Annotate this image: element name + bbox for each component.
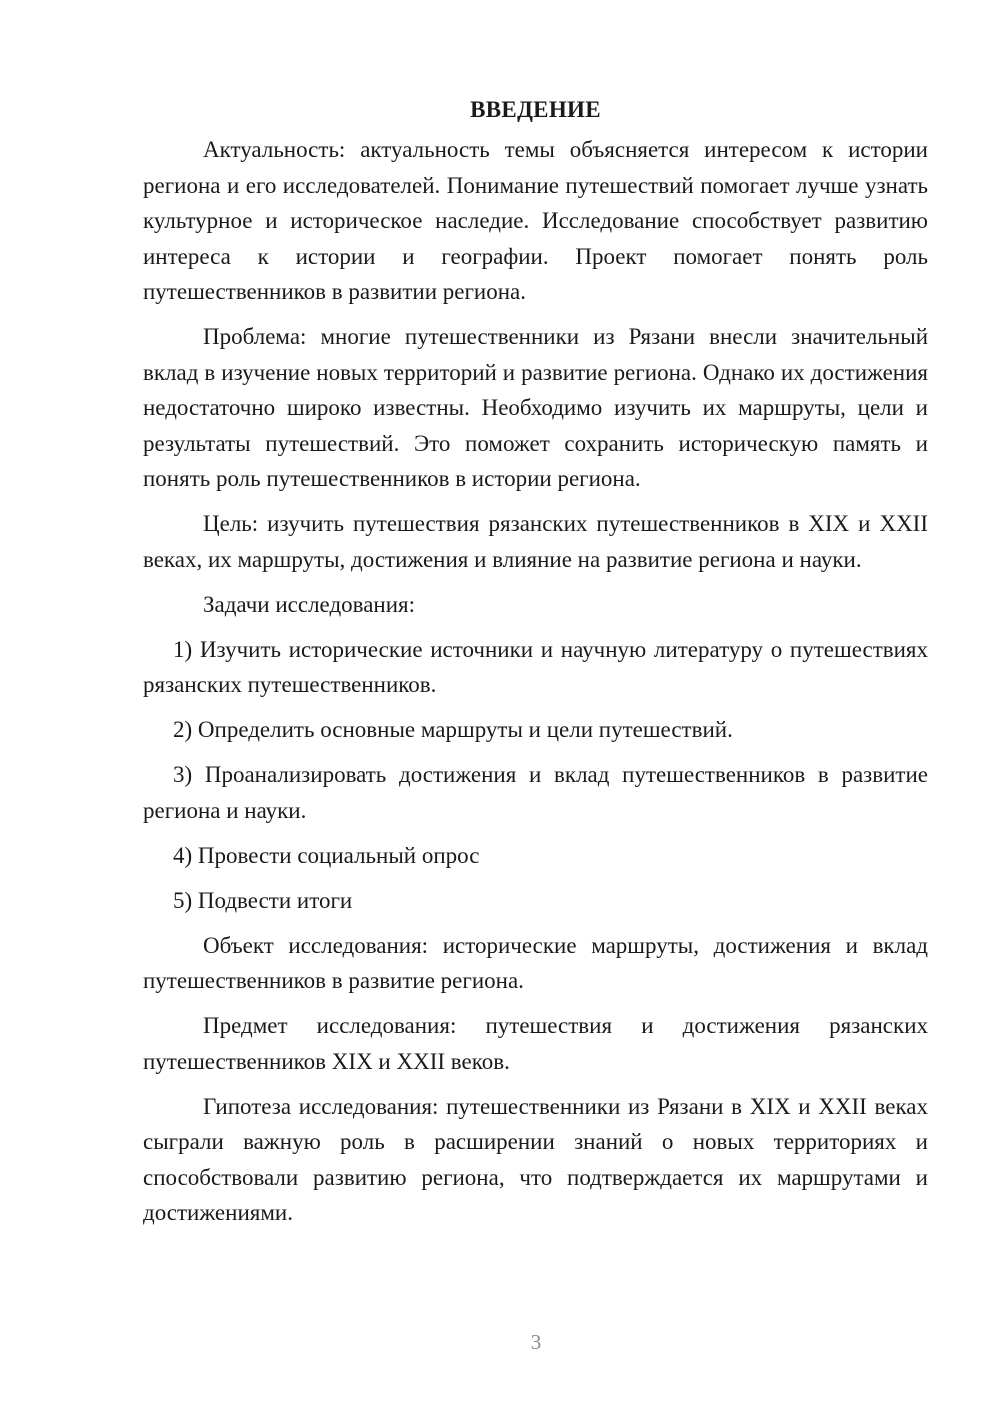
- paragraph-relevance: Актуальность: актуальность темы объясняется интересом к истории региона и его исследователей. Понимание путешествий помогает лучше узнать культурное и историческое наследие. Исследование способствует развитию интереса к истории и географии. Проект помогает понять роль путешественников в развитии региона.: [143, 137, 928, 304]
- task-item-3: 3) Проанализировать достижения и вклад путешественников в развитие региона и науки.: [143, 762, 928, 823]
- document-title: ВВЕДЕНИЕ: [470, 97, 601, 122]
- paragraph-problem: Проблема: многие путешественники из Рязани внесли значительный вклад в изучение новых территорий и развитие региона. Однако их достижения недостаточно широко известны. Необходимо изучить их маршруты, цели и результаты путешествий. Это поможет сохранить историческую память и понять роль путешественников в истории региона.: [143, 324, 928, 491]
- paragraph-subject: Предмет исследования: путешествия и достижения рязанских путешественников XIX и XXII веков.: [143, 1013, 928, 1074]
- task-item-4: 4) Провести социальный опрос: [173, 842, 480, 868]
- document-page: [143, 92, 928, 1240]
- task-item-1: 1) Изучить исторические источники и научную литературу о путешествиях рязанских путешественников.: [143, 636, 928, 697]
- paragraph-goal: Цель: изучить путешествия рязанских путешественников в XIX и XXII веках, их маршруты, достижения и влияние на развитие региона и науки.: [143, 511, 928, 572]
- paragraph-object: Объект исследования: исторические маршруты, достижения и вклад путешественников в развитие региона.: [143, 932, 928, 993]
- page-number: 3: [530, 1330, 542, 1354]
- task-item-5: 5) Подвести итоги: [173, 887, 353, 913]
- paragraph-tasks-heading: Задачи исследования:: [203, 591, 416, 617]
- paragraph-hypothesis: Гипотеза исследования: путешественники из Рязани в XIX и XXII веках сыграли важную роль в расширении знаний о новых территориях и способствовали развитию региона, что подтверждается их маршрутами и достижениями.: [143, 1093, 928, 1225]
- task-item-2: 2) Определить основные маршруты и цели путешествий.: [173, 717, 733, 742]
